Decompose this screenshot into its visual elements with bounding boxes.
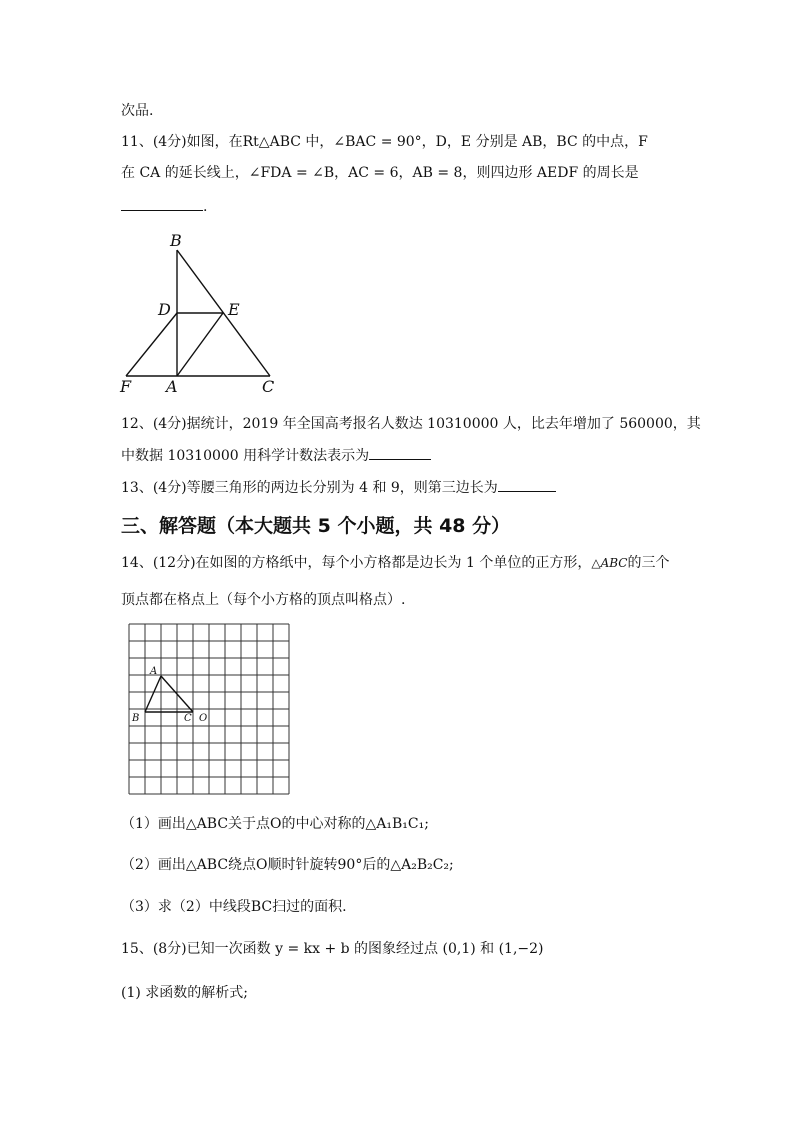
segment-AB xyxy=(145,676,161,712)
q14-line2: 顶点都在格点上（每个小方格的顶点叫格点）. xyxy=(121,592,406,608)
q11-figure xyxy=(112,228,284,400)
label-F: F xyxy=(120,377,132,396)
q14-part2: （2）画出△ABC绕点O顺时针旋转90°后的△A₂B₂C₂; xyxy=(121,857,454,873)
previous-question-fragment: 次品. xyxy=(121,103,154,119)
q12-line2: 中数据 10310000 用科学计数法表示为 xyxy=(121,448,370,464)
q14-grid-figure xyxy=(126,622,294,798)
q11-line2: 在 CA 的延长线上，∠FDA = ∠B，AC = 6，AB = 8，则四边形 AEDF 的周长是 xyxy=(121,165,639,181)
square-grid xyxy=(129,624,289,794)
q14-line1c: 的三个 xyxy=(627,555,670,571)
q15-part1: (1) 求函数的解析式; xyxy=(121,985,248,1001)
q14-line1b: △ABC xyxy=(591,556,628,570)
q11-answer-line xyxy=(121,196,207,217)
section-3-title: 三、解答题（本大题共 5 个小题，共 48 分） xyxy=(121,515,511,537)
q13-line-wrap xyxy=(121,477,556,498)
q13-answer-blank[interactable] xyxy=(498,477,556,492)
q11-line1: 11、(4分)如图，在Rt△ABC 中，∠BAC = 90°，D，E 分别是 AB，BC 的中点，F xyxy=(121,134,648,150)
q14-line1-wrap xyxy=(121,553,669,573)
grid-label-B: B xyxy=(132,713,140,724)
label-B: B xyxy=(170,231,182,250)
label-D: D xyxy=(158,300,171,319)
grid-label-C: C xyxy=(184,713,192,724)
q14-part1: （1）画出△ABC关于点O的中心对称的△A₁B₁C₁; xyxy=(121,816,429,832)
grid-label-O: O xyxy=(199,713,208,724)
label-C: C xyxy=(262,377,275,396)
q12-line2-wrap xyxy=(121,445,431,466)
q15-line1: 15、(8分)已知一次函数 y = kx + b 的图象经过点 (0,1) 和 (1,−2) xyxy=(121,941,544,957)
q12-line1: 12、(4分)据统计，2019 年全国高考报名人数达 10310000 人，比去年增加了 560000，其 xyxy=(121,416,701,432)
label-A: A xyxy=(166,377,178,396)
q12-answer-blank[interactable] xyxy=(369,445,431,460)
q13-line1: 13、(4分)等腰三角形的两边长分别为 4 和 9，则第三边长为 xyxy=(121,480,498,496)
q11-line3: . xyxy=(203,199,208,215)
label-E: E xyxy=(228,300,240,319)
segment-FD xyxy=(126,313,177,376)
q14-part3: （3）求（2）中线段BC扫过的面积. xyxy=(121,899,347,915)
q14-line1a: 14、(12分)在如图的方格纸中，每个小方格都是边长为 1 个单位的正方形， xyxy=(121,555,592,571)
segment-AE xyxy=(177,313,223,376)
grid-label-A: A xyxy=(150,666,158,677)
q11-answer-blank[interactable] xyxy=(121,196,203,211)
